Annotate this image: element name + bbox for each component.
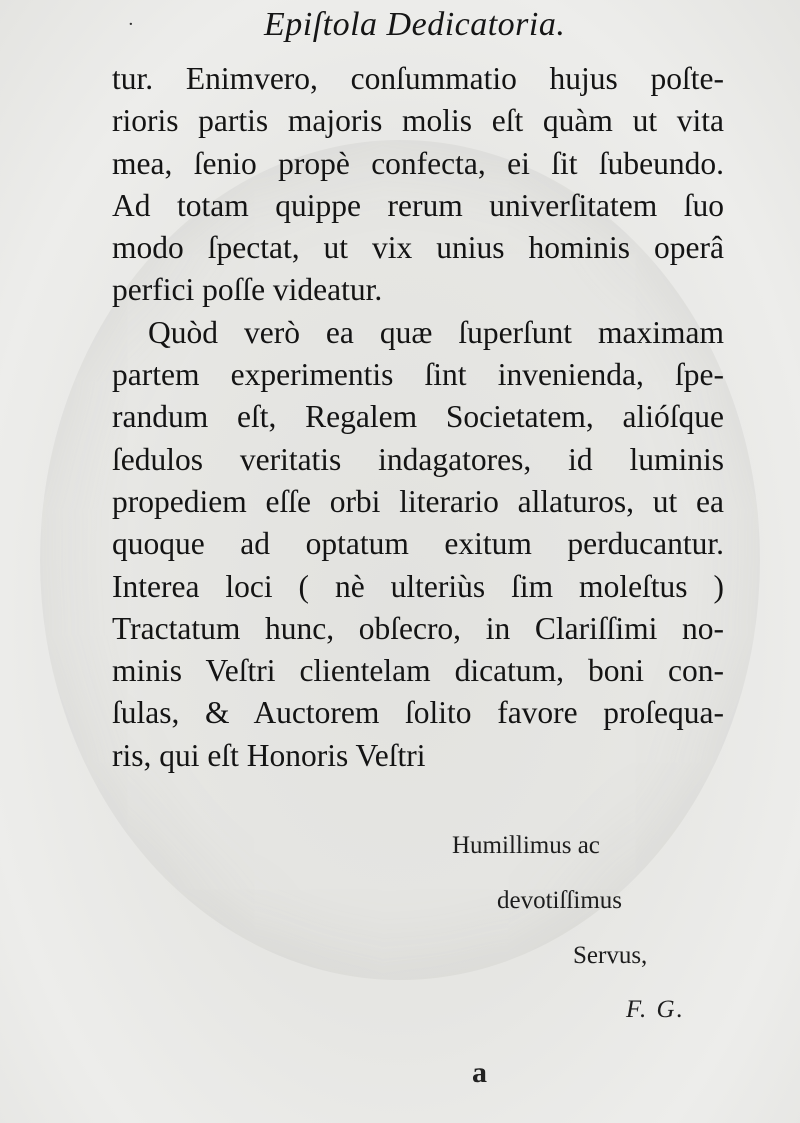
closing-line-2: devotiſſimus <box>497 887 622 914</box>
text-line: ſedulos veritatis indagatores, id luminis <box>112 441 724 477</box>
text-line: modo ſpectat, ut vix unius hominis operâ <box>112 230 724 266</box>
closing-line-3: Servus, <box>573 942 648 969</box>
text-line: Interea loci ( nè ulteriùs ſim moleſtus ) <box>112 568 724 604</box>
text-line: tur. Enimvero, conſummatio hujus poſte- <box>112 61 724 96</box>
closing-initials: F. G. <box>626 996 685 1023</box>
body-text <box>112 58 724 777</box>
text-line: randum eſt, Regalem Societatem, alióſque <box>112 399 724 435</box>
text-line: ſulas, & Auctorem ſolito favore proſequa- <box>112 695 724 731</box>
gathering-signature: a <box>472 1056 487 1089</box>
text-line: mea, ſenio propè confecta, ei ſit ſubeundo. <box>112 145 724 181</box>
text-line: perfici poſſe videatur. <box>112 272 383 308</box>
running-title: Epiſtola Dedicatoria. <box>264 6 566 43</box>
running-header <box>0 2 800 52</box>
header-mark: · <box>128 14 134 35</box>
closing-line-1: Humillimus ac <box>452 832 600 859</box>
text-line: Tractatum hunc, obſecro, in Clariſſimi no- <box>112 610 724 646</box>
paragraph-start-line: Quòd verò ea quæ ſuperſunt maximam <box>148 314 724 350</box>
text-line: partem experimentis ſint invenienda, ſpe- <box>112 357 724 393</box>
text-line: propediem eſſe orbi literario allaturos, ut ea <box>112 483 724 519</box>
text-line: minis Veſtri clientelam dicatum, boni con- <box>112 653 724 689</box>
text-line: rioris partis majoris molis eſt quàm ut vita <box>112 103 724 139</box>
text-line: Ad totam quippe rerum univerſitatem ſuo <box>112 187 724 223</box>
text-line: ris, qui eſt Honoris Veſtri <box>112 737 426 773</box>
text-line: quoque ad optatum exitum perducantur. <box>112 526 724 562</box>
